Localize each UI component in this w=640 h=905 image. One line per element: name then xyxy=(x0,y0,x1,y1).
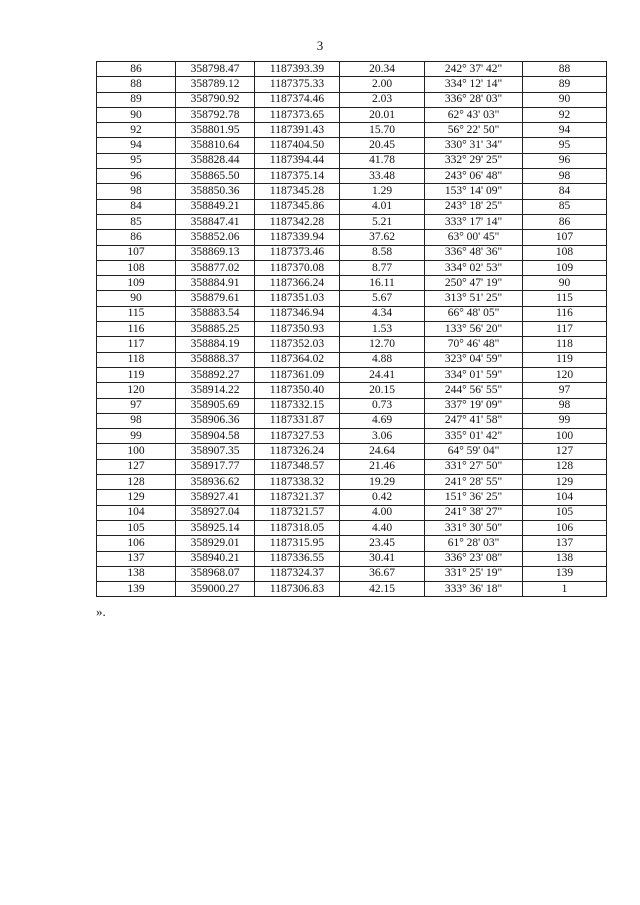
x-coordinate-cell: 358850.36 xyxy=(176,184,255,199)
y-coordinate-cell: 1187374.46 xyxy=(255,92,340,107)
distance-cell: 16.11 xyxy=(340,276,425,291)
distance-cell: 4.00 xyxy=(340,505,425,520)
x-coordinate-cell: 358849.21 xyxy=(176,199,255,214)
table-row xyxy=(97,199,607,214)
bearing-cell: 153° 14' 09" xyxy=(425,184,523,199)
y-coordinate-cell: 1187373.65 xyxy=(255,107,340,122)
coordinates-table xyxy=(96,61,607,597)
bearing-cell: 330° 31' 34" xyxy=(425,138,523,153)
y-coordinate-cell: 1187339.94 xyxy=(255,230,340,245)
bearing-cell: 336° 48' 36" xyxy=(425,245,523,260)
point-to-cell: 129 xyxy=(523,475,607,490)
point-to-cell: 139 xyxy=(523,566,607,581)
point-from-cell: 106 xyxy=(97,536,176,551)
point-from-cell: 138 xyxy=(97,566,176,581)
point-from-cell: 85 xyxy=(97,214,176,229)
bearing-cell: 56° 22' 50" xyxy=(425,123,523,138)
point-from-cell: 86 xyxy=(97,62,176,77)
bearing-cell: 334° 02' 53" xyxy=(425,260,523,275)
distance-cell: 20.34 xyxy=(340,62,425,77)
table-row xyxy=(97,153,607,168)
y-coordinate-cell: 1187327.53 xyxy=(255,429,340,444)
y-coordinate-cell: 1187326.24 xyxy=(255,444,340,459)
x-coordinate-cell: 358905.69 xyxy=(176,398,255,413)
point-from-cell: 137 xyxy=(97,551,176,566)
x-coordinate-cell: 358789.12 xyxy=(176,77,255,92)
point-to-cell: 84 xyxy=(523,184,607,199)
distance-cell: 24.64 xyxy=(340,444,425,459)
point-from-cell: 86 xyxy=(97,230,176,245)
y-coordinate-cell: 1187394.44 xyxy=(255,153,340,168)
x-coordinate-cell: 358906.36 xyxy=(176,413,255,428)
x-coordinate-cell: 358865.50 xyxy=(176,169,255,184)
point-to-cell: 109 xyxy=(523,260,607,275)
distance-cell: 4.69 xyxy=(340,413,425,428)
point-to-cell: 90 xyxy=(523,276,607,291)
page-number: 3 xyxy=(316,38,324,53)
point-from-cell: 108 xyxy=(97,260,176,275)
closing-quote: ». xyxy=(96,604,106,619)
distance-cell: 4.34 xyxy=(340,306,425,321)
bearing-cell: 334° 01' 59" xyxy=(425,367,523,382)
table-row xyxy=(97,77,607,92)
bearing-cell: 250° 47' 19" xyxy=(425,276,523,291)
point-to-cell: 137 xyxy=(523,536,607,551)
point-to-cell: 85 xyxy=(523,199,607,214)
x-coordinate-cell: 358936.62 xyxy=(176,475,255,490)
distance-cell: 42.15 xyxy=(340,582,425,597)
x-coordinate-cell: 358847.41 xyxy=(176,214,255,229)
point-from-cell: 107 xyxy=(97,245,176,260)
table-row xyxy=(97,306,607,321)
x-coordinate-cell: 358968.07 xyxy=(176,566,255,581)
table-row xyxy=(97,475,607,490)
y-coordinate-cell: 1187366.24 xyxy=(255,276,340,291)
distance-cell: 0.42 xyxy=(340,490,425,505)
point-to-cell: 120 xyxy=(523,367,607,382)
point-from-cell: 90 xyxy=(97,291,176,306)
distance-cell: 5.21 xyxy=(340,214,425,229)
table-row xyxy=(97,383,607,398)
y-coordinate-cell: 1187375.14 xyxy=(255,169,340,184)
point-to-cell: 107 xyxy=(523,230,607,245)
bearing-cell: 331° 25' 19" xyxy=(425,566,523,581)
point-from-cell: 117 xyxy=(97,337,176,352)
bearing-cell: 61° 28' 03" xyxy=(425,536,523,551)
distance-cell: 33.48 xyxy=(340,169,425,184)
distance-cell: 1.53 xyxy=(340,322,425,337)
table-row xyxy=(97,520,607,535)
point-to-cell: 127 xyxy=(523,444,607,459)
point-from-cell: 98 xyxy=(97,413,176,428)
distance-cell: 12.70 xyxy=(340,337,425,352)
table-body xyxy=(97,62,607,597)
table-row xyxy=(97,107,607,122)
table-row xyxy=(97,138,607,153)
x-coordinate-cell: 358884.91 xyxy=(176,276,255,291)
x-coordinate-cell: 358927.04 xyxy=(176,505,255,520)
table-row xyxy=(97,413,607,428)
x-coordinate-cell: 358852.06 xyxy=(176,230,255,245)
bearing-cell: 62° 43' 03" xyxy=(425,107,523,122)
y-coordinate-cell: 1187393.39 xyxy=(255,62,340,77)
x-coordinate-cell: 358810.64 xyxy=(176,138,255,153)
distance-cell: 8.77 xyxy=(340,260,425,275)
x-coordinate-cell: 358792.78 xyxy=(176,107,255,122)
point-to-cell: 1 xyxy=(523,582,607,597)
x-coordinate-cell: 358892.27 xyxy=(176,367,255,382)
bearing-cell: 241° 28' 55" xyxy=(425,475,523,490)
x-coordinate-cell: 358925.14 xyxy=(176,520,255,535)
y-coordinate-cell: 1187338.32 xyxy=(255,475,340,490)
table-row xyxy=(97,429,607,444)
point-to-cell: 89 xyxy=(523,77,607,92)
distance-cell: 23.45 xyxy=(340,536,425,551)
table-row xyxy=(97,337,607,352)
point-from-cell: 97 xyxy=(97,398,176,413)
distance-cell: 4.01 xyxy=(340,199,425,214)
bearing-cell: 241° 38' 27" xyxy=(425,505,523,520)
table-row xyxy=(97,444,607,459)
point-from-cell: 90 xyxy=(97,107,176,122)
bearing-cell: 133° 56' 20" xyxy=(425,322,523,337)
point-to-cell: 105 xyxy=(523,505,607,520)
point-to-cell: 104 xyxy=(523,490,607,505)
distance-cell: 19.29 xyxy=(340,475,425,490)
x-coordinate-cell: 358914.22 xyxy=(176,383,255,398)
y-coordinate-cell: 1187331.87 xyxy=(255,413,340,428)
point-from-cell: 98 xyxy=(97,184,176,199)
y-coordinate-cell: 1187345.86 xyxy=(255,199,340,214)
table-row xyxy=(97,322,607,337)
point-from-cell: 92 xyxy=(97,123,176,138)
point-from-cell: 116 xyxy=(97,322,176,337)
y-coordinate-cell: 1187306.83 xyxy=(255,582,340,597)
point-to-cell: 108 xyxy=(523,245,607,260)
bearing-cell: 63° 00' 45" xyxy=(425,230,523,245)
point-to-cell: 118 xyxy=(523,337,607,352)
table-row xyxy=(97,245,607,260)
point-from-cell: 119 xyxy=(97,367,176,382)
y-coordinate-cell: 1187350.40 xyxy=(255,383,340,398)
table-row xyxy=(97,459,607,474)
distance-cell: 41.78 xyxy=(340,153,425,168)
point-from-cell: 129 xyxy=(97,490,176,505)
x-coordinate-cell: 358927.41 xyxy=(176,490,255,505)
bearing-cell: 336° 23' 08" xyxy=(425,551,523,566)
bearing-cell: 334° 12' 14" xyxy=(425,77,523,92)
y-coordinate-cell: 1187324.37 xyxy=(255,566,340,581)
y-coordinate-cell: 1187364.02 xyxy=(255,352,340,367)
y-coordinate-cell: 1187345.28 xyxy=(255,184,340,199)
point-to-cell: 86 xyxy=(523,214,607,229)
point-from-cell: 96 xyxy=(97,169,176,184)
table-row xyxy=(97,214,607,229)
distance-cell: 37.62 xyxy=(340,230,425,245)
table-row xyxy=(97,490,607,505)
bearing-cell: 333° 17' 14" xyxy=(425,214,523,229)
point-to-cell: 128 xyxy=(523,459,607,474)
distance-cell: 8.58 xyxy=(340,245,425,260)
distance-cell: 4.40 xyxy=(340,520,425,535)
point-to-cell: 115 xyxy=(523,291,607,306)
point-from-cell: 120 xyxy=(97,383,176,398)
x-coordinate-cell: 358885.25 xyxy=(176,322,255,337)
distance-cell: 2.00 xyxy=(340,77,425,92)
bearing-cell: 332° 29' 25" xyxy=(425,153,523,168)
table-row xyxy=(97,92,607,107)
bearing-cell: 243° 06' 48" xyxy=(425,169,523,184)
bearing-cell: 333° 36' 18" xyxy=(425,582,523,597)
point-from-cell: 128 xyxy=(97,475,176,490)
y-coordinate-cell: 1187342.28 xyxy=(255,214,340,229)
point-to-cell: 94 xyxy=(523,123,607,138)
y-coordinate-cell: 1187350.93 xyxy=(255,322,340,337)
table-row xyxy=(97,352,607,367)
y-coordinate-cell: 1187336.55 xyxy=(255,551,340,566)
point-to-cell: 98 xyxy=(523,398,607,413)
y-coordinate-cell: 1187315.95 xyxy=(255,536,340,551)
point-to-cell: 88 xyxy=(523,62,607,77)
table-row xyxy=(97,184,607,199)
point-from-cell: 84 xyxy=(97,199,176,214)
point-to-cell: 96 xyxy=(523,153,607,168)
y-coordinate-cell: 1187346.94 xyxy=(255,306,340,321)
table-row xyxy=(97,291,607,306)
point-to-cell: 90 xyxy=(523,92,607,107)
point-to-cell: 100 xyxy=(523,429,607,444)
x-coordinate-cell: 358904.58 xyxy=(176,429,255,444)
y-coordinate-cell: 1187404.50 xyxy=(255,138,340,153)
point-to-cell: 95 xyxy=(523,138,607,153)
table-row xyxy=(97,123,607,138)
y-coordinate-cell: 1187321.57 xyxy=(255,505,340,520)
bearing-cell: 70° 46' 48" xyxy=(425,337,523,352)
y-coordinate-cell: 1187321.37 xyxy=(255,490,340,505)
distance-cell: 3.06 xyxy=(340,429,425,444)
distance-cell: 30.41 xyxy=(340,551,425,566)
bearing-cell: 313° 51' 25" xyxy=(425,291,523,306)
y-coordinate-cell: 1187391.43 xyxy=(255,123,340,138)
distance-cell: 36.67 xyxy=(340,566,425,581)
bearing-cell: 243° 18' 25" xyxy=(425,199,523,214)
y-coordinate-cell: 1187361.09 xyxy=(255,367,340,382)
bearing-cell: 335° 01' 42" xyxy=(425,429,523,444)
y-coordinate-cell: 1187370.08 xyxy=(255,260,340,275)
distance-cell: 0.73 xyxy=(340,398,425,413)
bearing-cell: 337° 19' 09" xyxy=(425,398,523,413)
point-from-cell: 105 xyxy=(97,520,176,535)
point-from-cell: 88 xyxy=(97,77,176,92)
point-to-cell: 116 xyxy=(523,306,607,321)
point-to-cell: 98 xyxy=(523,169,607,184)
table-row xyxy=(97,276,607,291)
table-row xyxy=(97,62,607,77)
point-from-cell: 100 xyxy=(97,444,176,459)
bearing-cell: 64° 59' 04" xyxy=(425,444,523,459)
bearing-cell: 151° 36' 25" xyxy=(425,490,523,505)
distance-cell: 2.03 xyxy=(340,92,425,107)
point-from-cell: 139 xyxy=(97,582,176,597)
x-coordinate-cell: 358917.77 xyxy=(176,459,255,474)
table-row xyxy=(97,566,607,581)
point-from-cell: 99 xyxy=(97,429,176,444)
distance-cell: 20.45 xyxy=(340,138,425,153)
point-from-cell: 109 xyxy=(97,276,176,291)
table-row xyxy=(97,505,607,520)
bearing-cell: 247° 41' 58" xyxy=(425,413,523,428)
x-coordinate-cell: 358828.44 xyxy=(176,153,255,168)
x-coordinate-cell: 359000.27 xyxy=(176,582,255,597)
distance-cell: 21.46 xyxy=(340,459,425,474)
y-coordinate-cell: 1187352.03 xyxy=(255,337,340,352)
table-row xyxy=(97,230,607,245)
bearing-cell: 244° 56' 55" xyxy=(425,383,523,398)
bearing-cell: 331° 30' 50" xyxy=(425,520,523,535)
point-from-cell: 104 xyxy=(97,505,176,520)
bearing-cell: 331° 27' 50" xyxy=(425,459,523,474)
point-from-cell: 127 xyxy=(97,459,176,474)
y-coordinate-cell: 1187351.03 xyxy=(255,291,340,306)
point-to-cell: 97 xyxy=(523,383,607,398)
x-coordinate-cell: 358907.35 xyxy=(176,444,255,459)
distance-cell: 24.41 xyxy=(340,367,425,382)
bearing-cell: 242° 37' 42" xyxy=(425,62,523,77)
table-row xyxy=(97,260,607,275)
distance-cell: 5.67 xyxy=(340,291,425,306)
table-row xyxy=(97,582,607,597)
point-from-cell: 115 xyxy=(97,306,176,321)
y-coordinate-cell: 1187375.33 xyxy=(255,77,340,92)
point-from-cell: 94 xyxy=(97,138,176,153)
distance-cell: 20.01 xyxy=(340,107,425,122)
x-coordinate-cell: 358884.19 xyxy=(176,337,255,352)
y-coordinate-cell: 1187332.15 xyxy=(255,398,340,413)
point-to-cell: 138 xyxy=(523,551,607,566)
x-coordinate-cell: 358940.21 xyxy=(176,551,255,566)
distance-cell: 4.88 xyxy=(340,352,425,367)
x-coordinate-cell: 358877.02 xyxy=(176,260,255,275)
x-coordinate-cell: 358801.95 xyxy=(176,123,255,138)
table-row xyxy=(97,367,607,382)
bearing-cell: 336° 28' 03" xyxy=(425,92,523,107)
point-to-cell: 106 xyxy=(523,520,607,535)
x-coordinate-cell: 358879.61 xyxy=(176,291,255,306)
table-row xyxy=(97,551,607,566)
x-coordinate-cell: 358798.47 xyxy=(176,62,255,77)
point-to-cell: 119 xyxy=(523,352,607,367)
table-row xyxy=(97,398,607,413)
x-coordinate-cell: 358869.13 xyxy=(176,245,255,260)
y-coordinate-cell: 1187348.57 xyxy=(255,459,340,474)
y-coordinate-cell: 1187373.46 xyxy=(255,245,340,260)
distance-cell: 15.70 xyxy=(340,123,425,138)
point-from-cell: 118 xyxy=(97,352,176,367)
point-from-cell: 95 xyxy=(97,153,176,168)
x-coordinate-cell: 358888.37 xyxy=(176,352,255,367)
point-from-cell: 89 xyxy=(97,92,176,107)
point-to-cell: 117 xyxy=(523,322,607,337)
distance-cell: 1.29 xyxy=(340,184,425,199)
bearing-cell: 66° 48' 05" xyxy=(425,306,523,321)
table-row xyxy=(97,536,607,551)
x-coordinate-cell: 358929.01 xyxy=(176,536,255,551)
y-coordinate-cell: 1187318.05 xyxy=(255,520,340,535)
point-to-cell: 92 xyxy=(523,107,607,122)
x-coordinate-cell: 358790.92 xyxy=(176,92,255,107)
x-coordinate-cell: 358883.54 xyxy=(176,306,255,321)
bearing-cell: 323° 04' 59" xyxy=(425,352,523,367)
point-to-cell: 99 xyxy=(523,413,607,428)
distance-cell: 20.15 xyxy=(340,383,425,398)
table-row xyxy=(97,169,607,184)
